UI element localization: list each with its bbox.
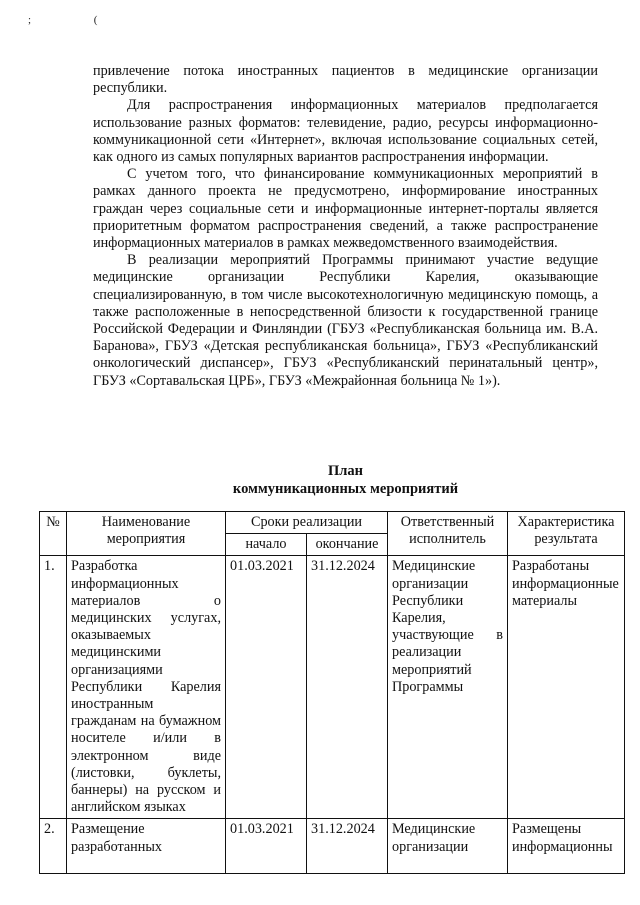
paragraph-participants: В реализации мероприятий Программы принимают участие ведущие медицинские организации Республики Карелия, оказывающие специализированную, в том числе высокотехнологичную медицинскую помощь, а также расположенные в непосредственной близости к государственной границе Российской Федерации и Финляндии (ГБУЗ «Республиканская больница им. В.А. Баранова», ГБУЗ «Детская республиканская больница», ГБУЗ «Республиканский онкологический диспансер», ГБУЗ «Республиканский перинатальный центр», ГБУЗ «Сортавальская ЦРБ», ГБУЗ «Межрайонная больница № 1»). [93,252,598,389]
document-body [93,63,598,390]
row-name: Разработка информационных материалов о медицинских услугах, оказываемых медицинскими организациями Республики Карелия иностранным гражданам на бумажном носителе и/или в электронном виде (листовки, буклеты, баннеры) на русском и английском языках [67,556,226,819]
header-name: Наименование мероприятия [67,512,226,556]
table-header-row [40,512,625,534]
row-end: 31.12.2024 [307,556,388,819]
header-start: начало [226,534,307,556]
plan-table [39,511,625,874]
table-row [40,556,625,819]
plan-title-line1: План [327,463,364,479]
row-name: Размещение разработанных [67,819,226,874]
row-start: 01.03.2021 [226,556,307,819]
paragraph-formats: Для распространения информационных материалов предполагается использование разных форматов: телевидение, радио, ресурсы информационно-коммуникационной сети «Интернет», включая использование социальных сетей, как одного из самых популярных вариантов распространения информации. [93,97,598,166]
row-end: 31.12.2024 [307,819,388,874]
header-result: Характеристика результата [508,512,625,556]
table-row [40,819,625,874]
row-result: Размещены информационны [508,819,625,874]
header-end: окончание [307,534,388,556]
row-result: Разработаны информационные материалы [508,556,625,819]
plan-title-line2: коммуникационных мероприятий [232,481,459,497]
header-executor: Ответственный исполнитель [388,512,508,556]
row-executor: Медицинские организации [388,819,508,874]
corner-scan-marks: ; ( [28,14,128,26]
row-start: 01.03.2021 [226,819,307,874]
row-num: 1. [40,556,67,819]
paragraph-continuation: привлечение потока иностранных пациентов в медицинские организации республики. [93,63,598,97]
header-num: № [40,512,67,556]
header-terms: Сроки реализации [226,512,388,534]
plan-title [93,462,598,498]
paragraph-financing: С учетом того, что финансирование коммуникационных мероприятий в рамках данного проекта не предусмотрено, информирование иностранных граждан через социальные сети и информационные интернет-порталы является приоритетным форматом распространения сведений, а также распространение информационных материалов в рамках межведомственного взаимодействия. [93,166,598,252]
row-num: 2. [40,819,67,874]
row-executor: Медицинские организации Республики Карелия, участвующие в реализации мероприятий Программы [388,556,508,819]
